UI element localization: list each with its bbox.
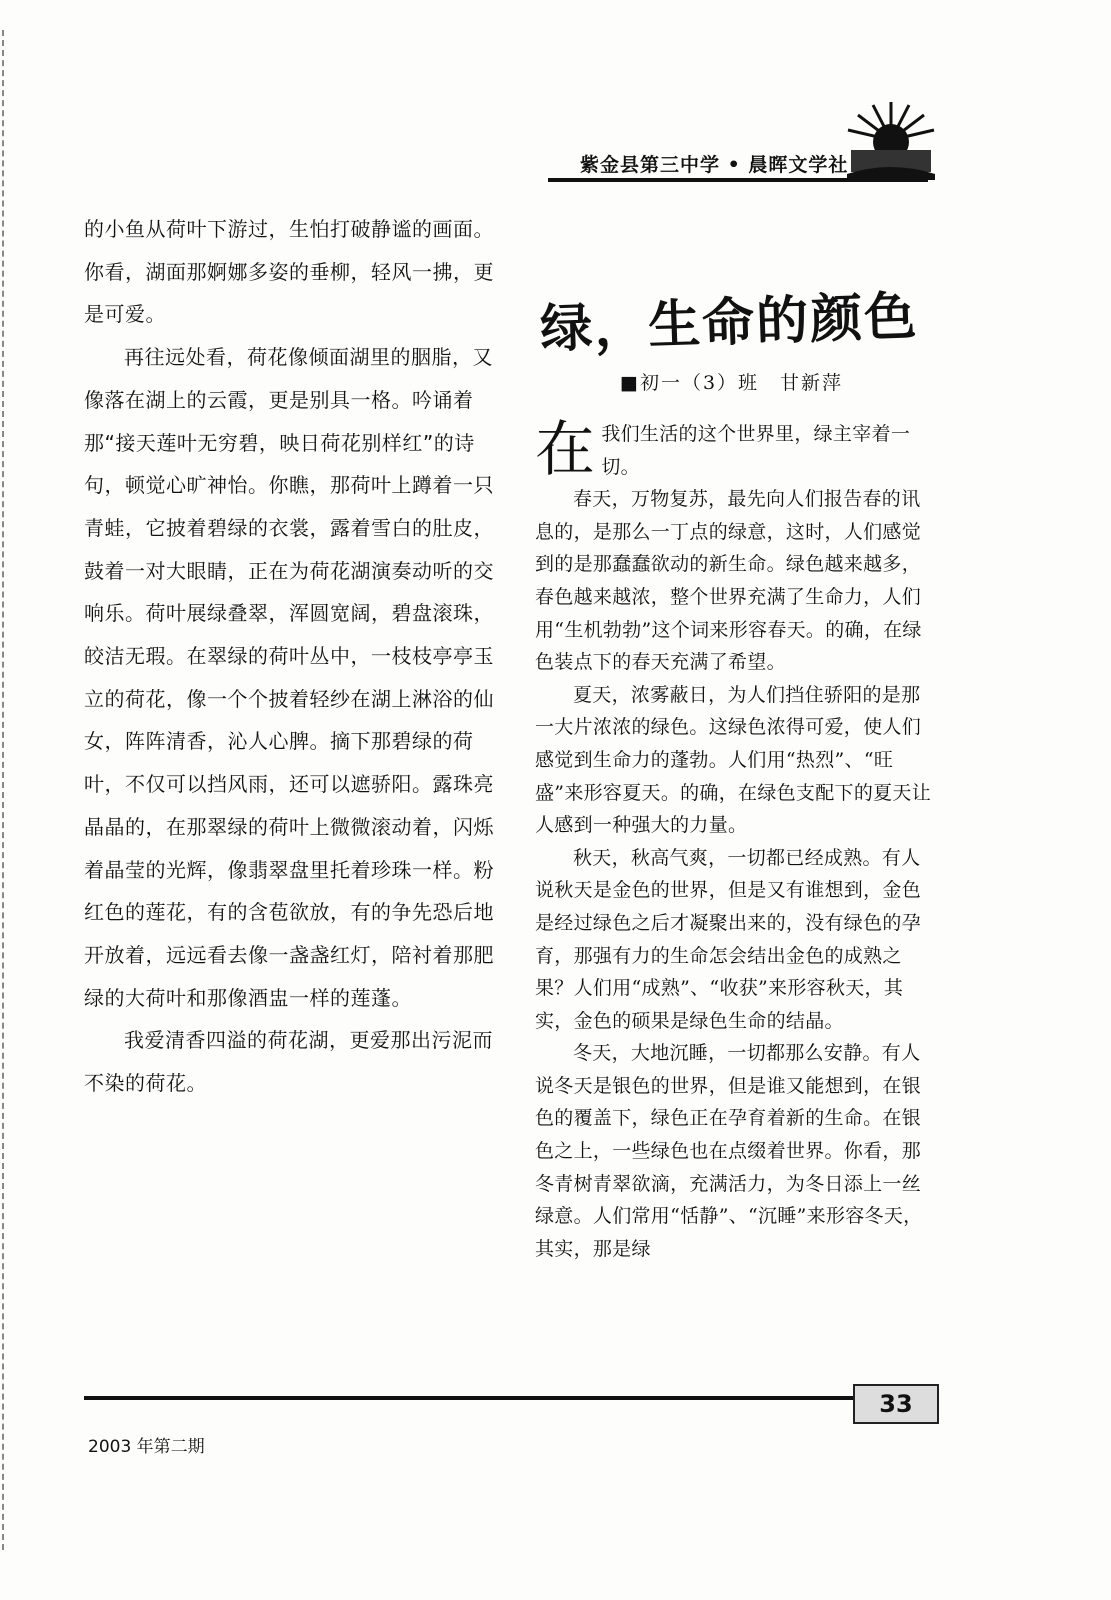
left-paragraph: 的小鱼从荷叶下游过，生怕打破静谧的画面。你看，湖面那婀娜多姿的垂柳，轻风一拂，更是可爱。 [84,217,494,327]
intro-text: 我们生活的这个世界里，绿主宰着一切。 [601,423,911,478]
article-paragraph: 冬天，大地沉睡，一切都那么安静。有人说冬天是银色的世界，但是谁又能想到，在银色的覆盖下，绿色正在孕育着新的生命。在银色之上，一些绿色也在点缀着世界。你看，那冬青树青翠欲滴，充满活力，为冬日添上一丝绿意。人们常用“恬静”、“沉睡”来形容冬天，其实，那是绿 [535,1042,923,1260]
article-body [535,415,935,1265]
article-paragraph: 夏天，浓雾蔽日，为人们挡住骄阳的是那一大片浓浓的绿色。这绿色浓得可爱，使人们感觉到生命力的蓬勃。人们用“热烈”、“旺盛”来形容夏天。的确，在绿色支配下的夏天让人感到一种强大的力量。 [535,683,932,837]
left-column [84,208,502,1105]
publication-header: 紫金县第三中学 • 晨晖文学社 [580,154,849,176]
left-paragraph: 再往远处看，荷花像倾面湖里的胭脂，又像落在湖上的云霞，更是别具一格。吟诵着那“接天莲叶无穷碧，映日荷花别样红”的诗句，顿觉心旷神怡。你瞧，那荷叶上蹲着一只青蛙，它披着碧绿的衣裳，露着雪白的肚皮，鼓着一对大眼睛，正在为荷花湖演奏动听的交响乐。荷叶展绿叠翠，浑圆宽阔，碧盘滚珠，皎洁无瑕。在翠绿的荷叶丛中，一枝枝亭亭玉立的荷花，像一个个披着轻纱在湖上淋浴的仙女，阵阵清香，沁人心脾。摘下那碧绿的荷叶，不仅可以挡风雨，还可以遮骄阳。露珠亮晶晶的，在那翠绿的荷叶上微微滚动着，闪烁着晶莹的光辉，像翡翠盘里托着珍珠一样。粉红色的莲花，有的含苞欲放，有的争先恐后地开放着，远远看去像一盏盏红灯，陪衬着那肥绿的大荷叶和那像酒盅一样的莲蓬。 [84,345,494,1010]
binding-edge [2,30,8,1550]
header-rule [548,178,928,182]
footer-rule [84,1396,854,1400]
drop-cap: 在 [535,415,596,485]
article-paragraph: 春天，万物复苏，最先向人们报告春的讯息的，是那么一丁点的绿意，这时，人们感觉到的是那蠢蠢欲动的新生命。绿色越来越多，春色越来越浓，整个世界充满了生命力，人们用“生机勃勃”这个词来形容春天。的确，在绿色装点下的春天充满了希望。 [535,488,922,674]
article-title: 绿，生命的颜色 [539,286,920,360]
left-paragraph: 我爱清香四溢的荷花湖，更爱那出污泥而不染的荷花。 [84,1028,493,1096]
page-number: 33 [853,1384,939,1424]
issue-label: 2003 年第二期 [88,1437,205,1457]
literary-society-logo [843,100,939,184]
article-intro [535,415,935,485]
article-paragraph: 秋天，秋高气爽，一切都已经成熟。有人说秋天是金色的世界，但是又有谁想到，金色是经过绿色之后才凝聚出来的，没有绿色的孕育，那强有力的生命怎会结出金色的成熟之果？人们用“成熟”、“收获”来形容秋天，其实，金色的硕果是绿色生命的结晶。 [535,846,922,1032]
article-byline: ■初一（3）班 甘新萍 [620,372,844,394]
